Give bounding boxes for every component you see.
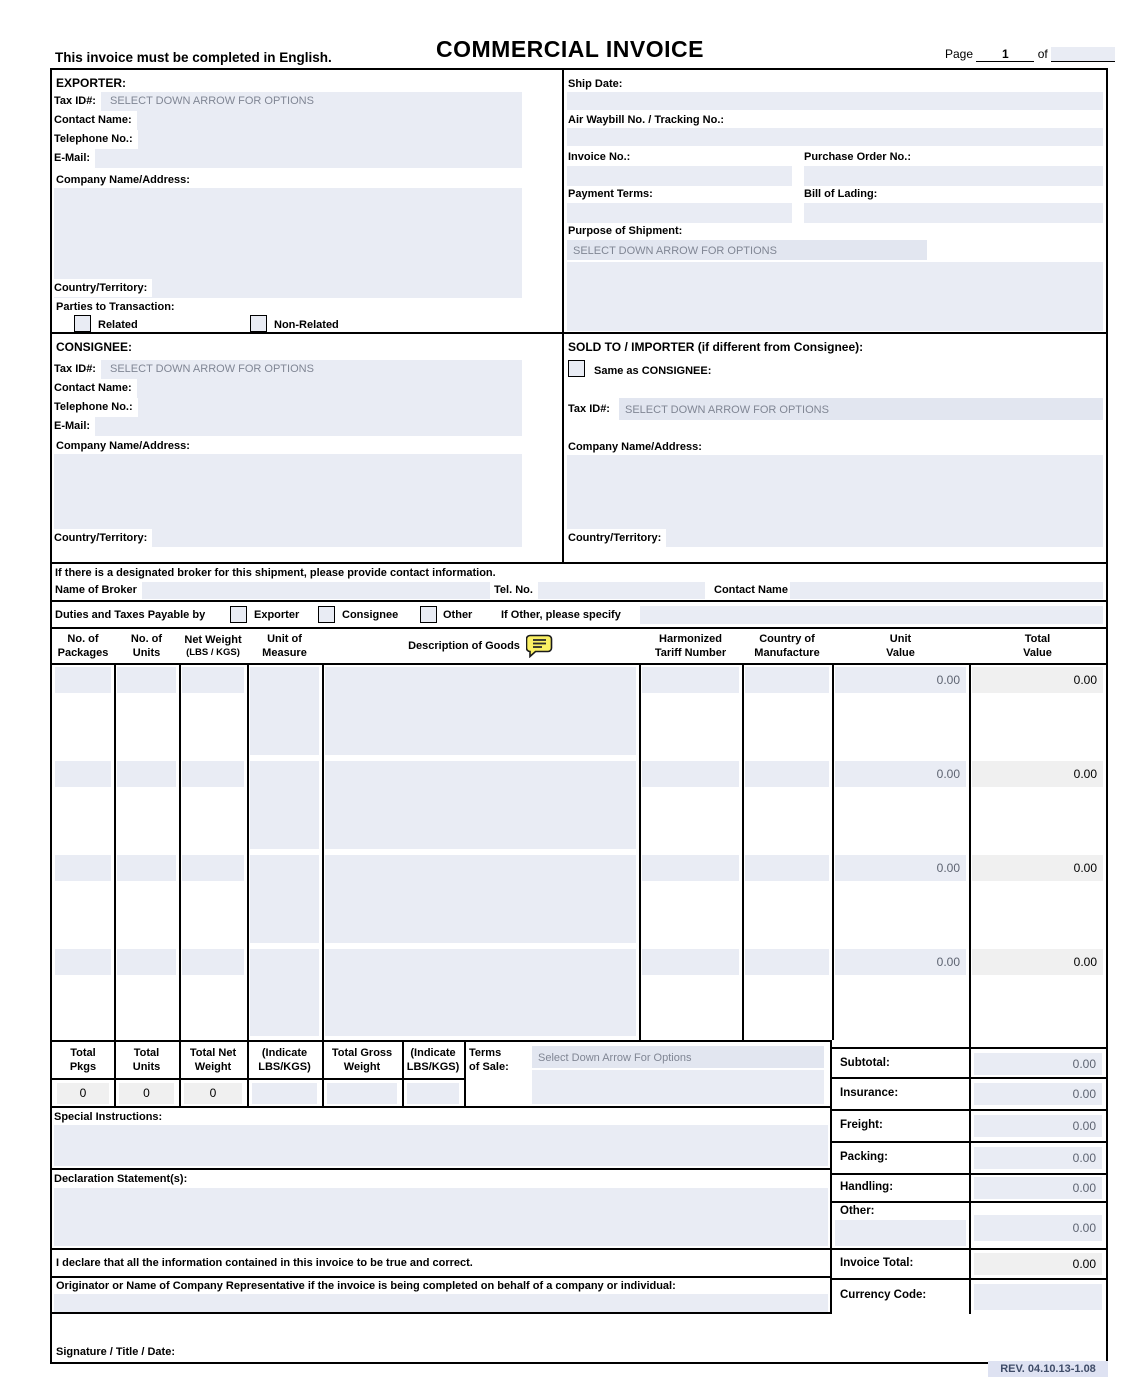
purpose-placeholder: SELECT DOWN ARROW FOR OPTIONS — [573, 245, 777, 257]
units-field[interactable] — [117, 667, 176, 693]
description-field[interactable] — [325, 761, 636, 849]
originator-text: Originator or Name of Company Representative if the invoice is being completed on behalf of a company or individual: — [56, 1280, 676, 1292]
duties-other-specify-label: If Other, please specify — [501, 609, 621, 621]
exporter-tax-id-label: Tax ID#: — [52, 92, 101, 111]
payment-terms-label: Payment Terms: — [568, 188, 653, 200]
broker-tel-field[interactable] — [538, 582, 705, 599]
special-instructions-section — [52, 1108, 832, 1170]
page-number-field[interactable]: 1 — [976, 47, 1034, 62]
totals-section — [52, 1040, 832, 1108]
invoice-total-output: 0.00 — [974, 1253, 1102, 1275]
sold-to-title: SOLD TO / IMPORTER (if different from Consignee): — [568, 340, 864, 354]
goods-table-header — [52, 629, 1106, 665]
total-pkgs-output: 0 — [57, 1083, 109, 1104]
unit-value-field[interactable]: 0.00 — [835, 761, 966, 787]
unit-value-field[interactable]: 0.00 — [835, 855, 966, 881]
exporter-section — [52, 70, 564, 334]
sold-to-company-label: Company Name/Address: — [568, 441, 702, 453]
broker-name-label: Name of Broker — [55, 584, 137, 596]
totals-row-divider — [52, 1078, 464, 1080]
comment-icon[interactable] — [526, 634, 553, 658]
handling-label: Handling: — [840, 1181, 894, 1193]
other-row — [832, 1203, 1106, 1250]
description-field[interactable] — [325, 949, 636, 1036]
indicate-lbs-kgs-header: (Indicate LBS/KGS) — [406, 1046, 460, 1073]
originator-section — [52, 1278, 832, 1314]
po-field[interactable] — [804, 166, 1103, 186]
goods-row — [52, 759, 1106, 853]
broker-tel-label: Tel. No. — [494, 584, 533, 596]
col-header-unit-value: Unit Value — [886, 632, 915, 659]
net-weight-field[interactable] — [182, 667, 244, 693]
signature-label: Signature / Title / Date: — [56, 1346, 175, 1358]
declare-section — [52, 1250, 832, 1278]
total-value-output: 0.00 — [972, 949, 1103, 975]
total-value-output: 0.00 — [972, 667, 1103, 693]
total-value-output: 0.00 — [972, 761, 1103, 787]
net-weight-field[interactable] — [182, 761, 244, 787]
total-value-output: 0.00 — [972, 855, 1103, 881]
awb-label: Air Waybill No. / Tracking No.: — [568, 114, 725, 126]
total-net-weight-header: Total Net Weight — [189, 1046, 237, 1073]
awb-field[interactable] — [567, 128, 1103, 146]
invoice-no-field[interactable] — [567, 166, 792, 186]
col-header-total-value: Total Value — [1023, 632, 1052, 659]
consignee-company-label: Company Name/Address: — [56, 440, 190, 452]
same-as-consignee-checkbox[interactable] — [568, 360, 585, 377]
consignee-country-label: Country/Territory: — [52, 529, 152, 547]
exporter-title: EXPORTER: — [56, 76, 127, 90]
declare-text: I declare that all the information contained in this invoice to be true and correct. — [56, 1257, 473, 1269]
tariff-field[interactable] — [642, 855, 739, 881]
non-related-checkbox[interactable] — [250, 315, 267, 332]
declaration-field[interactable] — [54, 1188, 828, 1246]
insurance-field[interactable]: 0.00 — [974, 1083, 1102, 1105]
tariff-field[interactable] — [642, 761, 739, 787]
consignee-telephone-label: Telephone No.: — [52, 398, 138, 417]
indicate-lbs-kgs-header: (Indicate LBS/KGS) — [258, 1046, 311, 1073]
goods-row — [52, 947, 1106, 1040]
of-label: of — [1037, 47, 1048, 61]
packing-label: Packing: — [840, 1151, 888, 1163]
measure-field[interactable] — [250, 667, 319, 755]
exporter-telephone-label: Telephone No.: — [52, 130, 138, 149]
units-field[interactable] — [117, 855, 176, 881]
col-header-tariff: Harmonized Tariff Number — [654, 632, 727, 659]
sold-to-section — [564, 334, 1106, 564]
declaration-label: Declaration Statement(s): — [54, 1173, 188, 1185]
duties-other-checkbox[interactable] — [420, 606, 437, 623]
non-related-label: Non-Related — [274, 319, 339, 331]
special-instructions-field[interactable] — [54, 1125, 828, 1166]
total-gross-weight-header: Total Gross Weight — [331, 1046, 393, 1073]
english-note: This invoice must be completed in English. — [55, 50, 332, 65]
ship-date-field[interactable] — [567, 92, 1103, 110]
duties-other-specify-field[interactable] — [640, 606, 1103, 624]
broker-name-field[interactable] — [142, 582, 490, 599]
col-header-measure: Unit of Measure — [262, 632, 307, 659]
broker-contact-label: Contact Name — [714, 584, 788, 596]
units-field[interactable] — [117, 949, 176, 975]
exporter-tax-id-select[interactable]: SELECT DOWN ARROW FOR OPTIONS — [110, 95, 314, 107]
terms-of-sale-label: Terms of Sale: — [469, 1047, 509, 1074]
sold-to-tax-id-placeholder: SELECT DOWN ARROW FOR OPTIONS — [625, 404, 829, 416]
packages-field[interactable] — [55, 855, 111, 881]
terms-of-sale-select[interactable] — [532, 1046, 824, 1068]
duties-other-label: Other — [443, 609, 473, 621]
invoice-total-label: Invoice Total: — [840, 1257, 914, 1269]
duties-consignee-checkbox[interactable] — [318, 606, 335, 623]
terms-placeholder: Select Down Arrow For Options — [538, 1052, 692, 1064]
packages-field[interactable] — [55, 949, 111, 975]
subtotal-label: Subtotal: — [840, 1057, 890, 1069]
currency-code-label: Currency Code: — [840, 1289, 927, 1301]
handling-row — [832, 1175, 1106, 1203]
sold-to-tax-id-label: Tax ID#: — [568, 403, 610, 415]
country-field[interactable] — [745, 855, 829, 881]
goods-table-body — [52, 665, 1106, 1040]
subtotal-field[interactable]: 0.00 — [974, 1053, 1102, 1075]
measure-field[interactable] — [250, 855, 319, 943]
originator-field[interactable] — [54, 1294, 828, 1312]
indicate-lbs-kgs-field[interactable] — [407, 1083, 459, 1104]
consignee-title: CONSIGNEE: — [56, 340, 133, 354]
col-header-packages: No. of Packages — [57, 632, 109, 659]
exporter-country-label: Country/Territory: — [52, 279, 152, 297]
freight-label: Freight: — [840, 1119, 883, 1131]
handling-field[interactable]: 0.00 — [974, 1177, 1102, 1199]
page-total-field[interactable] — [1051, 47, 1115, 62]
duties-exporter-checkbox[interactable] — [230, 606, 247, 623]
packing-row — [832, 1143, 1106, 1175]
total-units-output: 0 — [119, 1083, 174, 1104]
measure-field[interactable] — [250, 761, 319, 849]
description-field[interactable] — [325, 667, 636, 755]
goods-row — [52, 665, 1106, 759]
summary-section — [832, 1040, 1106, 1314]
commercial-invoice-form — [50, 68, 1108, 1364]
related-label: Related — [98, 319, 138, 331]
other-field[interactable]: 0.00 — [974, 1215, 1102, 1241]
signature-section — [52, 1314, 1106, 1362]
column-divider — [464, 1042, 466, 1106]
total-pkgs-header: Total Pkgs — [69, 1046, 97, 1073]
payment-terms-field[interactable] — [567, 203, 792, 223]
parties-to-transaction-label: Parties to Transaction: — [56, 301, 175, 313]
broker-contact-field[interactable] — [790, 582, 1103, 599]
related-checkbox[interactable] — [74, 315, 91, 332]
consignee-tax-id-label: Tax ID#: — [52, 360, 101, 379]
exporter-contact-name-label: Contact Name: — [52, 111, 137, 130]
broker-instruction: If there is a designated broker for this shipment, please provide contact information. — [55, 567, 496, 579]
tariff-field[interactable] — [642, 667, 739, 693]
packages-field[interactable] — [55, 761, 111, 787]
same-as-consignee-label: Same as CONSIGNEE: — [594, 365, 712, 377]
exporter-email-label: E-Mail: — [52, 149, 95, 168]
other-label: Other: — [840, 1205, 875, 1217]
col-header-country: Country of Manufacture — [754, 632, 820, 659]
invoice-total-row — [832, 1250, 1106, 1280]
freight-row — [832, 1111, 1106, 1143]
ship-date-label: Ship Date: — [568, 78, 623, 90]
insurance-label: Insurance: — [840, 1087, 899, 1099]
bol-field[interactable] — [804, 203, 1103, 223]
col-header-net-weight: Net Weight (LBS / KGS) — [184, 633, 242, 658]
po-label: Purchase Order No.: — [804, 151, 911, 163]
consignee-contact-name-label: Contact Name: — [52, 379, 137, 398]
units-field[interactable] — [117, 761, 176, 787]
page-label: Page — [945, 47, 974, 61]
country-field[interactable] — [745, 949, 829, 975]
unit-value-field[interactable]: 0.00 — [835, 667, 966, 693]
sold-to-tax-id-select[interactable] — [619, 398, 1103, 420]
duties-label: Duties and Taxes Payable by — [55, 609, 206, 621]
goods-row — [52, 853, 1106, 947]
col-header-units: No. of Units — [130, 632, 163, 659]
measure-field[interactable] — [250, 949, 319, 1036]
total-gross-weight-field[interactable] — [327, 1083, 397, 1104]
exporter-company-label: Company Name/Address: — [56, 174, 190, 186]
packages-field[interactable] — [55, 667, 111, 693]
col-header-description: Description of Goods — [322, 629, 639, 663]
freight-field[interactable]: 0.00 — [974, 1115, 1102, 1137]
broker-section — [52, 564, 1106, 602]
purpose-detail-field[interactable] — [567, 262, 1103, 331]
total-net-weight-output: 0 — [184, 1083, 242, 1104]
net-weight-field[interactable] — [182, 855, 244, 881]
consignee-section — [52, 334, 564, 564]
page-title: COMMERCIAL INVOICE — [436, 36, 704, 62]
currency-code-row — [832, 1280, 1106, 1314]
currency-code-field[interactable] — [974, 1284, 1102, 1310]
bol-label: Bill of Lading: — [804, 188, 878, 200]
duties-exporter-label: Exporter — [254, 609, 300, 621]
total-units-header: Total Units — [132, 1046, 161, 1073]
net-weight-field[interactable] — [182, 949, 244, 975]
tariff-field[interactable] — [642, 949, 739, 975]
consignee-tax-id-select[interactable]: SELECT DOWN ARROW FOR OPTIONS — [110, 363, 314, 375]
subtotal-row — [832, 1047, 1106, 1079]
duties-section — [52, 602, 1106, 629]
unit-value-field[interactable]: 0.00 — [835, 949, 966, 975]
consignee-email-label: E-Mail: — [52, 417, 95, 436]
declaration-section — [52, 1170, 832, 1250]
other-description-field[interactable] — [835, 1220, 966, 1246]
revision-stamp: REV. 04.10.13-1.08 — [988, 1361, 1108, 1377]
country-field[interactable] — [745, 761, 829, 787]
page-indicator — [945, 47, 1115, 62]
packing-field[interactable]: 0.00 — [974, 1147, 1102, 1169]
sold-to-country-label: Country/Territory: — [566, 529, 666, 547]
purpose-label: Purpose of Shipment: — [568, 225, 683, 237]
invoice-no-label: Invoice No.: — [568, 151, 631, 163]
country-field[interactable] — [745, 667, 829, 693]
shipment-section — [564, 70, 1106, 334]
purpose-select[interactable] — [567, 240, 927, 260]
duties-consignee-label: Consignee — [342, 609, 399, 621]
indicate-lbs-kgs-field[interactable] — [252, 1083, 317, 1104]
description-field[interactable] — [325, 855, 636, 943]
insurance-row — [832, 1079, 1106, 1111]
terms-of-sale-detail-field[interactable] — [532, 1070, 824, 1104]
special-instructions-label: Special Instructions: — [54, 1111, 163, 1123]
